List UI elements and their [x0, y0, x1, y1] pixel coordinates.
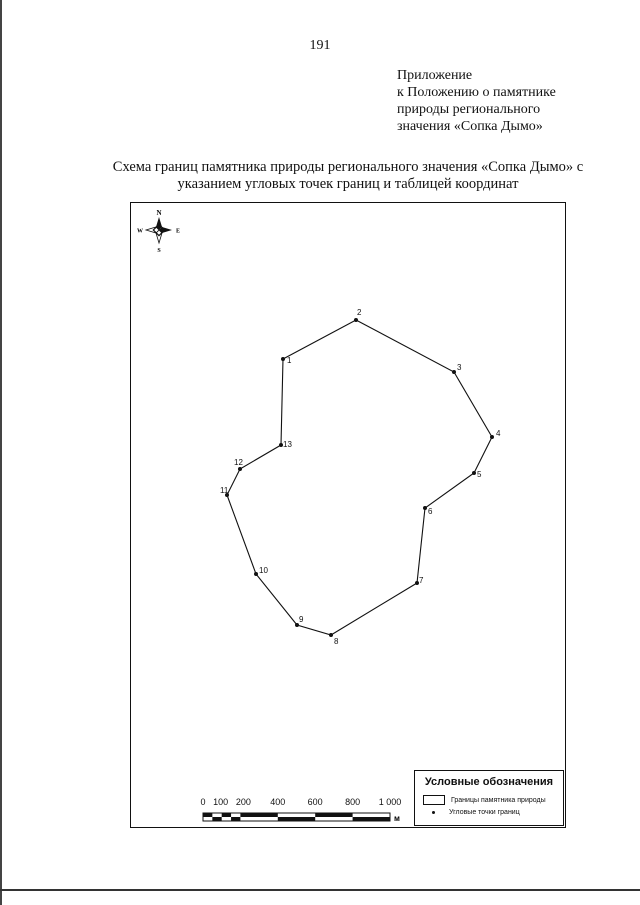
- scale-bar-segment: [278, 817, 315, 821]
- corner-point-label: 6: [428, 507, 433, 516]
- corner-point-label: 4: [496, 429, 501, 438]
- scale-bar-tick-label: 100: [213, 797, 229, 807]
- scale-bar-tick-label: 0: [200, 797, 206, 807]
- corner-point-label: 12: [234, 458, 243, 467]
- corner-point: [490, 435, 494, 439]
- scale-bar-tick-label: 400: [270, 797, 286, 807]
- scale-bar-tick-label: 800: [345, 797, 361, 807]
- corner-point-label: 11: [220, 486, 229, 495]
- corner-point: [472, 471, 476, 475]
- corner-point-label: 8: [334, 637, 339, 646]
- legend-item-boundary: [423, 795, 546, 805]
- scale-bar-segment: [315, 813, 352, 817]
- scale-bar-tick-label: 200: [235, 797, 251, 807]
- title-line: указанием угловых точек границ и таблицей координат: [177, 176, 519, 192]
- compass-label-w: W: [137, 228, 143, 235]
- scale-bar-segment: [203, 813, 212, 817]
- corner-point-label: 1: [287, 356, 292, 365]
- corner-point: [238, 467, 242, 471]
- compass-label-s: S: [157, 248, 161, 254]
- corner-point-label: 10: [259, 566, 268, 575]
- corner-point-label: 7: [419, 576, 424, 585]
- corner-point-label: 2: [357, 308, 362, 317]
- scan-edge: [0, 0, 2, 905]
- title-line: Схема границ памятника природы регионального значения «Сопка Дымо» с: [112, 159, 584, 175]
- corner-point: [281, 357, 285, 361]
- corner-point: [254, 572, 258, 576]
- scale-bar-tick-label: 1 000: [378, 797, 402, 807]
- corner-point: [452, 370, 456, 374]
- scale-bar-segment: [222, 813, 231, 817]
- scale-bar-tick-label: 600: [307, 797, 323, 807]
- legend-item-label: Угловые точки границ: [449, 809, 520, 816]
- legend-title: Условные обозначения: [424, 776, 554, 788]
- scale-bar-segment: [212, 817, 221, 821]
- legend-item-points: [423, 809, 520, 816]
- scale-bar-segment: [240, 813, 277, 817]
- compass-label-n: N: [156, 209, 162, 217]
- appendix-line: к Положению о памятнике: [397, 85, 556, 100]
- corner-point: [423, 506, 427, 510]
- reserve-boundary: [227, 320, 492, 635]
- legend: [414, 770, 564, 826]
- compass-label-e: E: [175, 228, 181, 235]
- scale-bar: [200, 797, 401, 823]
- corner-point: [354, 318, 358, 322]
- scale-bar-segment: [353, 817, 390, 821]
- corner-point: [329, 633, 333, 637]
- appendix-line: значения «Сопка Дымо»: [397, 119, 543, 134]
- appendix-line: Приложение: [397, 68, 473, 83]
- appendix-line: природы регионального: [397, 102, 541, 117]
- corner-point-label: 13: [283, 440, 292, 449]
- corner-point-label: 3: [457, 363, 462, 372]
- point-swatch-icon: [423, 811, 443, 814]
- corner-point-label: 9: [299, 615, 304, 624]
- scale-bar-unit: м: [394, 814, 400, 823]
- boundary-swatch-icon: [423, 795, 445, 805]
- legend-item-label: Границы памятника природы: [451, 796, 546, 804]
- boundary-layer: [220, 308, 501, 646]
- scan-bottom-line: [0, 889, 640, 891]
- compass-rose-icon: [137, 209, 180, 254]
- page-number: 191: [309, 38, 331, 53]
- scale-bar-segment: [231, 817, 240, 821]
- corner-point-label: 5: [477, 470, 482, 479]
